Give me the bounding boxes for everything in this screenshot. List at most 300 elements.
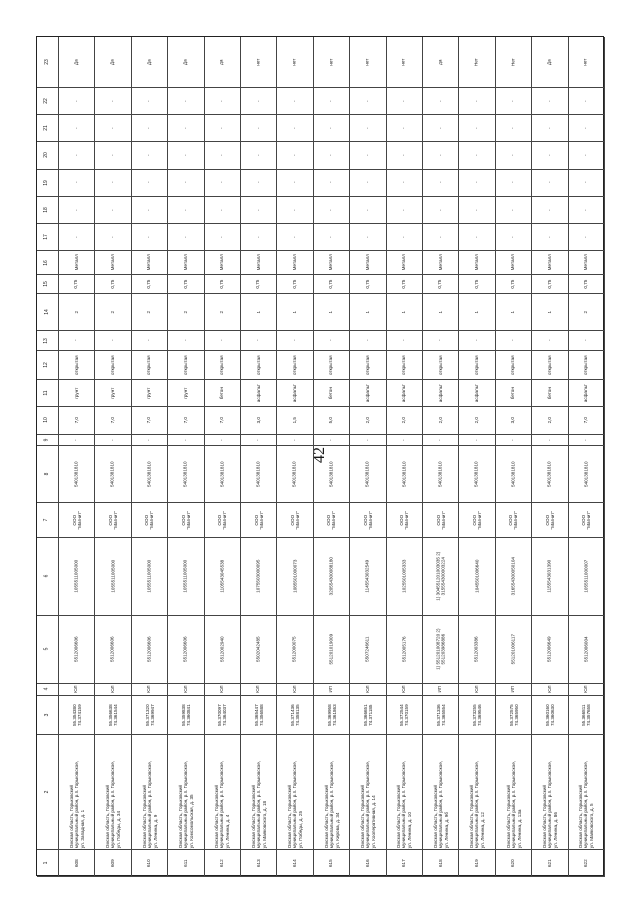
table-cell-text: - xyxy=(547,127,553,129)
table-cell xyxy=(95,850,131,877)
table-cell-text: бетон xyxy=(219,387,225,400)
table-cell xyxy=(168,446,204,503)
table-cell-text: - xyxy=(110,154,116,157)
column-header-text: 14 xyxy=(43,309,50,316)
table-cell-text: - xyxy=(401,154,407,157)
table-cell xyxy=(496,435,532,447)
table-cell xyxy=(459,275,495,294)
table-cell-text: 2 xyxy=(583,310,589,314)
table-cell-text: ООО "Магнит" xyxy=(144,510,155,530)
table-cell-text: - xyxy=(110,127,116,129)
table-cell xyxy=(569,294,605,331)
table-cell-text: 0,75 xyxy=(292,279,298,289)
table-cell xyxy=(59,294,95,331)
table-cell-text: открытая xyxy=(583,355,589,375)
table-cell xyxy=(95,351,131,380)
table-cell xyxy=(95,275,131,294)
table-cell xyxy=(387,850,423,877)
table-cell-text: грунт xyxy=(146,387,152,399)
table-cell-text: - xyxy=(474,439,480,441)
table-cell-text: - xyxy=(219,127,225,129)
table-cell xyxy=(314,407,350,434)
table-cell xyxy=(59,331,95,350)
table-cell xyxy=(459,538,495,616)
table-cell-text: - xyxy=(365,339,371,342)
table-cell xyxy=(277,616,313,684)
table-cell xyxy=(132,197,168,224)
table-cell xyxy=(569,224,605,251)
table-cell xyxy=(59,503,95,538)
table-cell-text: - xyxy=(146,439,152,441)
table-cell-text: 620 xyxy=(510,859,516,867)
table-cell xyxy=(314,37,350,88)
table-cell-text: да xyxy=(219,59,225,65)
table-cell xyxy=(496,294,532,331)
table-cell-text: 5401381810 xyxy=(255,461,261,487)
table-cell xyxy=(459,331,495,350)
table-cell xyxy=(168,142,204,169)
column-header-text: 13 xyxy=(43,337,50,344)
table-cell-text: 320554300088180 xyxy=(328,557,334,596)
table-cell-text: 2,0 xyxy=(547,417,553,424)
table-cell-text: ООО "Магнит" xyxy=(326,510,337,530)
table-cell-text: бетон xyxy=(510,387,516,400)
table-cell-text: 1 xyxy=(401,310,407,314)
table-cell-text: 610 xyxy=(146,859,152,867)
table-cell xyxy=(168,197,204,224)
table-cell-text: 1 xyxy=(510,310,516,314)
table-cell-text: 55.371436 74.358135 xyxy=(289,703,301,726)
table-cell xyxy=(350,850,386,877)
table-cell-text: 0,75 xyxy=(474,279,480,289)
table-cell xyxy=(95,115,131,142)
table-cell-text: Металл xyxy=(219,254,225,271)
table-cell-text: 7,0 xyxy=(73,417,79,424)
table-cell xyxy=(423,616,459,684)
table-cell xyxy=(277,294,313,331)
table-cell-text: Металл xyxy=(183,254,189,271)
table-cell xyxy=(314,294,350,331)
table-cell xyxy=(241,37,277,88)
table-cell-text: - xyxy=(365,439,371,441)
table-cell xyxy=(241,380,277,407)
table-cell-text: ООО "Магнит" xyxy=(253,510,264,530)
table-cell-text: - xyxy=(437,439,443,441)
table-cell xyxy=(132,331,168,350)
table-cell xyxy=(59,170,95,197)
table-cell-text: - xyxy=(146,154,152,157)
table-cell xyxy=(459,142,495,169)
table-cell-text: - xyxy=(365,154,371,157)
table-cell-text: Омская область, Горьковский муниципальный район, р.п. Горьковское, ул. Западная, д. 1 xyxy=(68,760,85,848)
table-cell-text: Омская область, Горьковский муниципальный район, р.п. Горьковское, ул. Кооперативная, д. 14 xyxy=(359,760,376,848)
table-cell xyxy=(569,37,605,88)
table-cell-text: - xyxy=(474,181,480,184)
table-cell-text: - xyxy=(510,236,516,239)
table-cell-text: - xyxy=(255,100,261,102)
table-cell xyxy=(350,197,386,224)
table-cell xyxy=(277,37,313,88)
table-cell xyxy=(277,407,313,434)
table-cell-text: 1145543032549 xyxy=(365,559,371,593)
table-cell xyxy=(459,115,495,142)
table-cell-text: открытая xyxy=(547,355,553,375)
table-cell xyxy=(459,197,495,224)
table-cell xyxy=(496,351,532,380)
table-cell-text: 1 xyxy=(365,310,371,314)
table-cell-text: 5401381810 xyxy=(73,461,79,487)
table-cell xyxy=(95,197,131,224)
table-cell-text: - xyxy=(328,236,334,239)
table-cell xyxy=(277,380,313,407)
table-cell xyxy=(241,224,277,251)
table-cell-text: ЮЛ xyxy=(73,685,79,694)
table-cell-text: - xyxy=(583,127,589,129)
table-cell xyxy=(241,696,277,735)
table-cell xyxy=(277,435,313,447)
table-cell-text: нет xyxy=(255,58,261,66)
table-cell-text: - xyxy=(328,209,334,211)
table-cell-text: - xyxy=(401,209,407,211)
table-cell-text: 55.370097 74.364037 xyxy=(216,703,228,726)
table-cell-text: - xyxy=(110,339,116,342)
table-cell-text: 55.354380 74.374159 xyxy=(71,703,82,726)
table-cell xyxy=(314,503,350,538)
table-cell-text: - xyxy=(474,209,480,211)
table-cell xyxy=(59,735,95,850)
table-cell xyxy=(168,170,204,197)
table-cell xyxy=(241,407,277,434)
table-cell-text: - xyxy=(437,339,443,342)
table-cell-text: - xyxy=(510,439,516,441)
table-cell-text: открытая xyxy=(365,355,371,375)
table-cell-text: - xyxy=(328,100,334,102)
table-cell xyxy=(132,251,168,274)
table-cell xyxy=(350,446,386,503)
table-cell xyxy=(423,115,459,142)
table-cell-text: 3,0 xyxy=(255,417,261,424)
table-cell xyxy=(532,380,568,407)
table-cell xyxy=(59,142,95,169)
table-cell xyxy=(59,88,95,115)
table-cell-text: 1) 551201008720 2) 551203986886 xyxy=(435,628,446,671)
table-cell-text: - xyxy=(146,181,152,184)
table-cell-text: - xyxy=(146,339,152,342)
table-cell-text: 5512003386 xyxy=(474,636,480,663)
table-cell-text: асфальт xyxy=(292,384,298,403)
table-cell-text: - xyxy=(583,236,589,239)
table-cell xyxy=(241,446,277,503)
table-cell xyxy=(314,88,350,115)
table-cell-text: 316554300050104 xyxy=(510,557,516,596)
table-cell-text: нет xyxy=(583,58,589,66)
table-cell xyxy=(241,503,277,538)
table-cell-text: - xyxy=(219,209,225,211)
table-cell xyxy=(387,696,423,735)
table-cell-text: 5512006004 xyxy=(583,636,589,663)
table-cell-text: 1 xyxy=(474,310,480,314)
table-cell xyxy=(59,224,95,251)
column-header-text: 15 xyxy=(43,281,50,287)
table-cell xyxy=(459,684,495,696)
table-cell-text: 5401381810 xyxy=(401,461,407,487)
table-cell-text: - xyxy=(219,339,225,342)
table-cell xyxy=(387,503,423,538)
table-cell-text: 5512005176 xyxy=(401,636,407,663)
table-cell xyxy=(532,142,568,169)
table-cell-text: Металл xyxy=(583,254,589,271)
column-header xyxy=(37,275,59,294)
column-header-text: 10 xyxy=(43,417,50,424)
table-cell-text: 2 xyxy=(73,310,79,314)
table-cell xyxy=(205,88,241,115)
table-cell xyxy=(59,251,95,274)
table-cell xyxy=(350,37,386,88)
table-cell-text: 5507246611 xyxy=(365,636,371,663)
table-cell-text: - xyxy=(73,100,79,102)
table-cell xyxy=(132,37,168,88)
table-cell xyxy=(569,115,605,142)
table-cell-text: грунт xyxy=(110,387,116,399)
column-header xyxy=(37,88,59,115)
table-cell xyxy=(459,351,495,380)
table-cell xyxy=(95,407,131,434)
table-cell-text: Омская область, Горьковский муниципальный район, р.п. Горьковское, ул. Ленина, д. 12 xyxy=(468,760,485,848)
table-cell xyxy=(387,294,423,331)
table-cell-text: ООО "Магнит" xyxy=(435,510,446,530)
table-cell xyxy=(314,850,350,877)
column-header-text: 11 xyxy=(43,390,50,396)
table-cell xyxy=(350,224,386,251)
table-cell-text: ООО "Магнит" xyxy=(71,510,82,530)
table-cell xyxy=(496,197,532,224)
table-cell xyxy=(95,88,131,115)
table-cell xyxy=(277,351,313,380)
table-cell-text: - xyxy=(474,100,480,102)
table-cell xyxy=(532,538,568,616)
table-cell-text: - xyxy=(73,209,79,211)
table-cell-text: 3,0 xyxy=(510,417,516,424)
table-cell-text: открытая xyxy=(219,355,225,375)
table-cell-text: 5401381810 xyxy=(365,461,371,487)
table-cell xyxy=(496,88,532,115)
column-header xyxy=(37,331,59,350)
table-cell-text: - xyxy=(547,154,553,157)
table-cell-text: - xyxy=(183,127,189,129)
table-cell xyxy=(459,380,495,407)
table-cell xyxy=(59,275,95,294)
table-cell xyxy=(205,407,241,434)
register-table xyxy=(36,36,604,876)
table-cell xyxy=(532,503,568,538)
table-cell xyxy=(496,735,532,850)
table-cell-text: - xyxy=(365,209,371,211)
table-cell xyxy=(569,446,605,503)
table-cell xyxy=(95,446,131,503)
table-cell-text: - xyxy=(437,181,443,184)
table-cell-text: открытая xyxy=(146,355,152,375)
table-cell-text: 618 xyxy=(437,859,443,867)
table-cell-text: открытая xyxy=(183,355,189,375)
table-cell xyxy=(168,850,204,877)
table-cell xyxy=(459,696,495,735)
table-cell xyxy=(496,331,532,350)
table-cell-text: 55.366651 74.371185 xyxy=(362,703,373,726)
table-cell xyxy=(241,115,277,142)
table-cell xyxy=(459,251,495,274)
table-cell xyxy=(132,735,168,850)
table-cell xyxy=(205,142,241,169)
table-cell-text: 2 xyxy=(146,310,152,314)
table-cell-text: Омская область, Горьковский муниципальный район, р.п. Горьковское, ул. Маяковского, д. 5 xyxy=(578,760,594,848)
table-cell-text: - xyxy=(583,181,589,184)
table-cell xyxy=(95,435,131,447)
table-cell-text: - xyxy=(365,181,371,184)
table-cell xyxy=(423,684,459,696)
table-cell-text: 613 xyxy=(255,859,261,867)
table-cell xyxy=(423,37,459,88)
table-cell-text: 1105543045538 xyxy=(219,559,225,593)
table-cell xyxy=(496,380,532,407)
table-cell xyxy=(387,538,423,616)
table-cell-text: Металл xyxy=(110,254,116,271)
table-cell-text: - xyxy=(146,209,152,211)
table-cell xyxy=(314,275,350,294)
table-cell xyxy=(387,446,423,503)
table-cell-text: - xyxy=(73,181,79,184)
table-cell xyxy=(277,735,313,850)
table-cell-text: ООО "Магнит" xyxy=(544,510,555,530)
table-cell-text: - xyxy=(510,339,516,342)
table-cell xyxy=(314,251,350,274)
table-cell-text: 55.371336 74.365554 xyxy=(435,703,446,726)
column-header xyxy=(37,115,59,142)
table-cell xyxy=(205,294,241,331)
table-cell-text: 1045501006640 xyxy=(474,559,480,593)
table-cell xyxy=(350,351,386,380)
table-cell-text: 621 xyxy=(547,859,553,867)
table-cell-text: асфальт xyxy=(365,384,371,403)
table-cell xyxy=(132,142,168,169)
table-cell xyxy=(423,503,459,538)
table-cell xyxy=(532,850,568,877)
table-cell xyxy=(95,696,131,735)
table-cell xyxy=(569,351,605,380)
table-cell xyxy=(387,735,423,850)
table-cell-text: 612 xyxy=(219,859,225,867)
table-cell-text: - xyxy=(365,100,371,102)
table-cell-text: - xyxy=(255,209,261,211)
table-cell xyxy=(532,446,568,503)
table-cell-text: - xyxy=(328,439,334,441)
table-cell-text: - xyxy=(437,236,443,239)
table-cell-text: Металл xyxy=(292,254,298,271)
table-cell xyxy=(532,351,568,380)
table-cell-text: 551201006117 xyxy=(510,634,516,665)
column-header xyxy=(37,435,59,447)
table-cell xyxy=(95,37,131,88)
table-cell-text: Да xyxy=(73,59,79,65)
table-cell xyxy=(532,616,568,684)
column-header xyxy=(37,142,59,169)
table-cell xyxy=(459,435,495,447)
table-cell xyxy=(59,850,95,877)
table-cell-text: 0,75 xyxy=(583,279,589,289)
table-cell xyxy=(168,88,204,115)
table-cell-text: 5401381810 xyxy=(292,461,298,487)
table-cell xyxy=(205,170,241,197)
table-cell-text: Металл xyxy=(437,254,443,271)
table-cell xyxy=(241,294,277,331)
table-cell-text: Омская область, Горьковский муниципальный район, р.п. Горьковское, ул. Ленина, д. 9 xyxy=(141,760,158,848)
table-cell-text: - xyxy=(437,127,443,129)
table-cell-text: - xyxy=(365,236,371,239)
table-cell-text: ООО "Магнит" xyxy=(508,510,519,530)
table-cell xyxy=(569,142,605,169)
table-cell-text: 0,75 xyxy=(328,279,334,289)
table-cell xyxy=(459,616,495,684)
table-cell-text: 616 xyxy=(365,859,371,867)
table-cell-text: - xyxy=(146,236,152,239)
table-cell xyxy=(350,407,386,434)
column-header-text: 12 xyxy=(43,362,50,368)
table-cell xyxy=(387,616,423,684)
table-cell xyxy=(350,684,386,696)
table-cell xyxy=(423,275,459,294)
table-cell xyxy=(423,294,459,331)
table-cell xyxy=(459,850,495,877)
table-cell-text: - xyxy=(292,100,298,102)
table-cell xyxy=(95,503,131,538)
table-cell xyxy=(387,170,423,197)
table-cell xyxy=(532,115,568,142)
table-cell-text: - xyxy=(73,154,79,157)
table-cell xyxy=(387,275,423,294)
table-cell xyxy=(95,684,131,696)
table-cell xyxy=(277,251,313,274)
table-cell-text: - xyxy=(583,100,589,102)
table-cell-text: - xyxy=(219,181,225,184)
table-cell xyxy=(205,735,241,850)
table-cell xyxy=(168,224,204,251)
table-cell-text: Нет xyxy=(510,57,516,66)
table-cell-text: - xyxy=(583,339,589,342)
table-cell xyxy=(132,538,168,616)
table-cell-text: - xyxy=(255,439,261,441)
table-cell-text: ООО "Магнит" xyxy=(471,510,483,530)
table-cell xyxy=(59,407,95,434)
table-cell xyxy=(277,224,313,251)
table-cell xyxy=(277,684,313,696)
table-cell xyxy=(350,380,386,407)
column-header-text: 16 xyxy=(43,259,50,266)
table-cell xyxy=(387,435,423,447)
table-cell-text: ЮЛ xyxy=(255,685,261,694)
table-cell-text: 55.371320 74.369947 xyxy=(144,703,155,726)
table-cell xyxy=(532,224,568,251)
table-cell-text: 55.372544 74.370159 xyxy=(398,703,410,726)
table-cell xyxy=(205,850,241,877)
table-cell-text: асфальт xyxy=(255,384,261,403)
column-header xyxy=(37,251,59,274)
table-cell-text: 611 xyxy=(183,859,189,867)
table-cell xyxy=(532,37,568,88)
table-cell-text: - xyxy=(401,339,407,342)
table-cell-text: Омская область, Горьковский муниципальный район, р.п. Горьковское, ул. Кирова, д. 34 xyxy=(323,760,340,848)
table-cell xyxy=(569,850,605,877)
table-cell xyxy=(459,88,495,115)
table-cell-text: 55.359838 74.360841 xyxy=(180,703,191,726)
